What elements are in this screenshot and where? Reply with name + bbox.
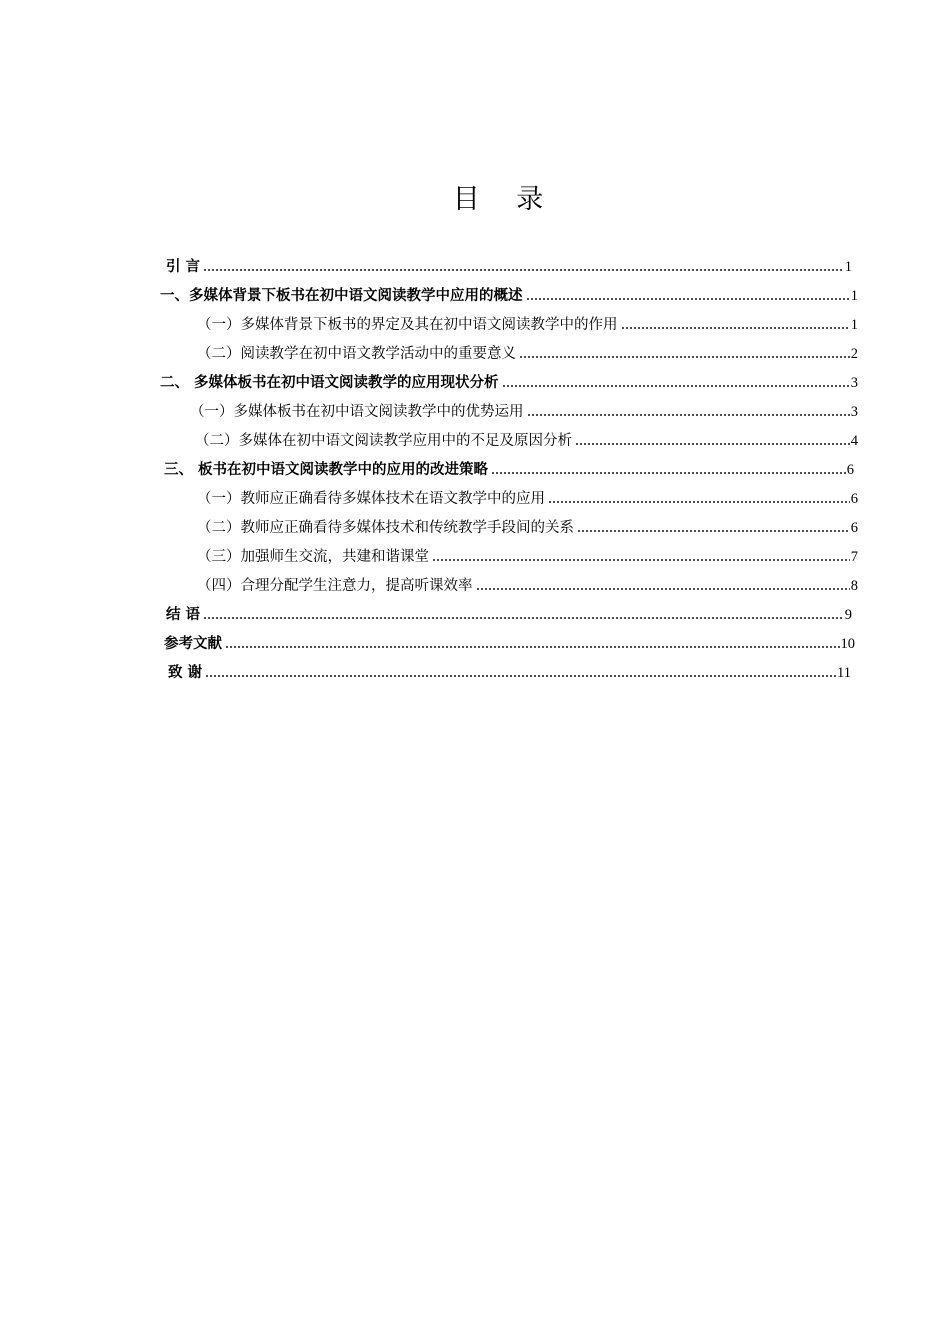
toc-entry-section-2-1[interactable] — [190, 393, 858, 422]
toc-entry-section-3-3[interactable] — [197, 538, 858, 567]
toc-leader-dots — [432, 558, 850, 562]
toc-entry-chapter-2[interactable] — [160, 364, 858, 393]
toc-entry-section-1-2[interactable] — [197, 335, 858, 364]
toc-leader-dots — [491, 471, 846, 475]
toc-entry-label: （一）多媒体背景下板书的界定及其在初中语文阅读教学中的作用 — [197, 317, 618, 333]
toc-leader-dots — [577, 529, 850, 533]
toc-entry-page: 7 — [850, 549, 858, 565]
toc-entry-page: 2 — [850, 346, 858, 362]
toc-entry-page: 1 — [850, 288, 858, 304]
toc-leader-dots — [203, 268, 844, 272]
toc-entry-label: （二）多媒体在初中语文阅读教学应用中的不足及原因分析 — [195, 433, 572, 449]
toc-entry-section-2-2[interactable] — [195, 422, 858, 451]
toc-entry-label: （二）阅读教学在初中语文教学活动中的重要意义 — [197, 346, 516, 362]
toc-entry-section-1-1[interactable] — [197, 306, 858, 335]
toc-entry-label: 二、 多媒体板书在初中语文阅读教学的应用现状分析 — [160, 375, 499, 391]
toc-entry-references[interactable] — [164, 625, 855, 654]
toc-entry-label: 结 语 — [166, 607, 201, 623]
toc-leader-dots — [527, 413, 850, 417]
toc-entry-label: 致 谢 — [168, 665, 203, 681]
toc-entry-intro[interactable] — [166, 248, 852, 277]
toc-entry-label: 参考文献 — [164, 636, 222, 652]
toc-entry-label: （二）教师应正确看待多媒体技术和传统教学手段间的关系 — [197, 520, 574, 536]
toc-entry-page: 11 — [837, 665, 851, 681]
toc-entry-label: （三）加强师生交流，共建和谐课堂 — [197, 549, 429, 565]
toc-entry-chapter-3[interactable] — [164, 451, 854, 480]
toc-entry-page: 6 — [850, 491, 858, 507]
toc-leader-dots — [575, 442, 850, 446]
toc-leader-dots — [203, 616, 844, 620]
toc-entry-page: 3 — [850, 404, 858, 420]
page-title: 目 录 — [452, 184, 558, 215]
toc-entry-label: （四）合理分配学生注意力，提高听课效率 — [197, 578, 473, 594]
toc-entry-page: 10 — [840, 636, 855, 652]
toc-entry-acknowledgements[interactable] — [168, 654, 851, 683]
toc-entry-label: 三、 板书在初中语文阅读教学中的应用的改进策略 — [164, 462, 489, 478]
toc-entry-section-3-4[interactable] — [197, 567, 858, 596]
toc-entry-label: 引 言 — [166, 259, 201, 275]
toc-leader-dots — [476, 587, 850, 591]
toc-leader-dots — [526, 297, 850, 301]
toc-leader-dots — [519, 355, 850, 359]
toc-entry-page: 6 — [850, 520, 858, 536]
toc-entry-section-3-1[interactable] — [197, 480, 858, 509]
toc-leader-dots — [548, 500, 850, 504]
toc-leader-dots — [205, 674, 836, 678]
toc-entry-page: 1 — [850, 317, 858, 333]
toc-entry-label: 一、多媒体背景下板书在初中语文阅读教学中应用的概述 — [160, 288, 523, 304]
toc-entry-label: （一）教师应正确看待多媒体技术在语文教学中的应用 — [197, 491, 545, 507]
toc-entry-page: 6 — [846, 462, 854, 478]
toc-entry-page: 3 — [850, 375, 858, 391]
toc-entry-page: 1 — [844, 259, 852, 275]
toc-leader-dots — [621, 326, 850, 330]
toc-entry-label: （一）多媒体板书在初中语文阅读教学中的优势运用 — [190, 404, 524, 420]
toc-entry-section-3-2[interactable] — [197, 509, 858, 538]
toc-entry-chapter-1[interactable] — [160, 277, 858, 306]
toc-entry-conclusion[interactable] — [166, 596, 852, 625]
toc-entry-page: 9 — [844, 607, 852, 623]
toc-leader-dots — [502, 384, 850, 388]
toc-entry-page: 4 — [850, 433, 858, 449]
toc-leader-dots — [225, 645, 840, 649]
toc-entry-page: 8 — [850, 578, 858, 594]
